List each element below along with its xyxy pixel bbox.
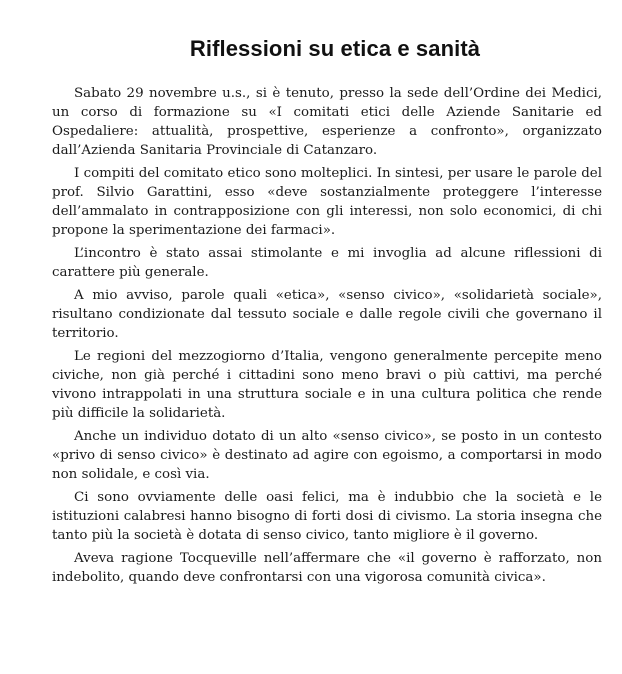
paragraph-2: I compiti del comitato etico sono molteplici. In sintesi, per usare le parole del prof. Silvio Garattini, esso «deve sostanzialmente proteggere l’interesse dell’ammalato in contrapposizione con gli interessi, non solo economici, di chi propone la sperimentazione dei farmaci». bbox=[52, 166, 602, 238]
article-title: Riflessioni su etica e sanità bbox=[189, 36, 481, 61]
paragraph-3: L’incontro è stato assai stimolante e mi invoglia ad alcune riflessioni di carattere più generale. bbox=[52, 246, 602, 280]
paragraph-8: Aveva ragione Tocqueville nell’affermare che «il governo è rafforzato, non indebolito, quando deve confrontarsi con una vigorosa comunità civica». bbox=[52, 551, 602, 585]
paragraph-6: Anche un individuo dotato di un alto «senso civico», se posto in un contesto «privo di senso civico» è destinato ad agire con egoismo, a comportarsi in modo non solidale, e così via. bbox=[52, 429, 602, 482]
paragraph-1: Sabato 29 novembre u.s., si è tenuto, presso la sede dell’Ordine dei Medici, un corso di formazione su «I comitati etici delle Aziende Sanitarie ed Ospedaliere: attualità, prospettive, esperienze a confronto», organizzato dall’Azienda Sanitaria Provinciale di Catanzaro. bbox=[52, 86, 602, 158]
article-body bbox=[52, 84, 602, 587]
paragraph-7: Ci sono ovviamente delle oasi felici, ma è indubbio che la società e le istituzioni calabresi hanno bisogno di forti dosi di civismo. La storia insegna che tanto più la società è dotata di senso civico, tanto migliore è il governo. bbox=[52, 490, 602, 543]
paragraph-4: A mio avviso, parole quali «etica», «senso civico», «solidarietà sociale», risultano condizionate dal tessuto sociale e dalle regole civili che governano il territorio. bbox=[52, 288, 602, 341]
paragraph-5: Le regioni del mezzogiorno d’Italia, vengono generalmente percepite meno civiche, non già perché i cittadini sono meno bravi o più cattivi, ma perché vivono intrappolati in una struttura sociale e in una cultura politica che rende più difficile la solidarietà. bbox=[52, 349, 602, 421]
